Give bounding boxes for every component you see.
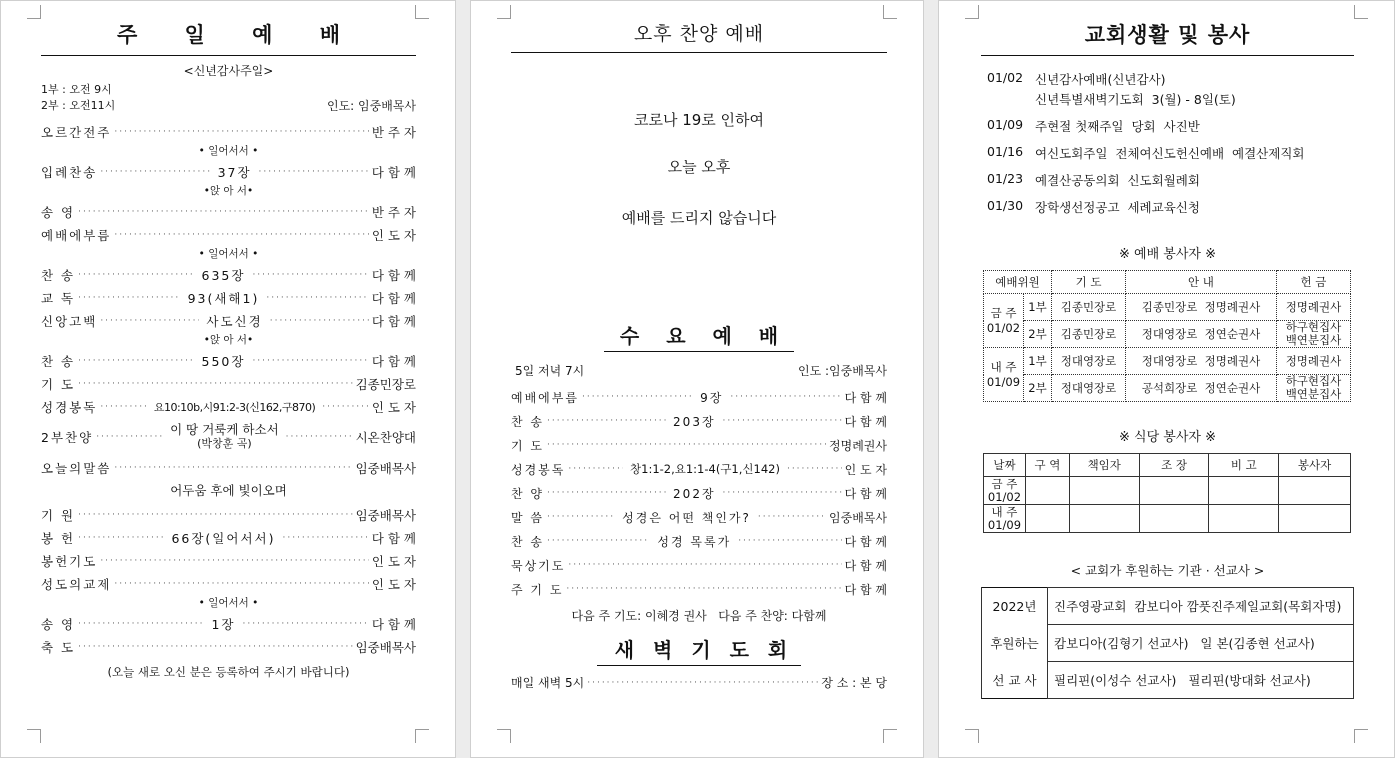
order-label: 송 영 xyxy=(41,204,76,220)
guide-cell: 정대영장로 정연순권사 xyxy=(1126,321,1277,348)
week-date: 01/02 xyxy=(986,320,1021,335)
order-person: 다 함 께 xyxy=(371,164,416,180)
order-person: 정명례권사 xyxy=(829,438,887,453)
order-label: 찬 송 xyxy=(41,353,76,369)
order-content-sub: (박창훈 곡) xyxy=(197,437,252,450)
order-content: 성경은 어떤 책인가? xyxy=(622,510,751,525)
order-person: 다 함 께 xyxy=(371,290,416,306)
schedule-date: 01/23 xyxy=(987,171,1024,186)
leader-dots xyxy=(738,536,841,546)
leader-dots xyxy=(582,392,693,402)
order-content: 성경 목록가 xyxy=(657,534,732,549)
order-row xyxy=(511,409,887,433)
leader-dots xyxy=(78,379,352,389)
part-cell: 2부 xyxy=(1024,375,1052,402)
order-label: 축 도 xyxy=(41,639,76,655)
table-header-cell: 비 고 xyxy=(1209,454,1279,477)
kitchen-volunteers-title: ※ 식당 봉사자 ※ xyxy=(1119,430,1216,445)
order-row xyxy=(511,481,887,505)
offering-cell xyxy=(1276,321,1350,348)
leader-dots xyxy=(78,619,204,629)
order-row xyxy=(41,349,416,372)
leader-dots xyxy=(78,533,164,543)
leader-dots xyxy=(286,432,353,442)
order-label: 성도의교제 xyxy=(41,576,112,592)
support-left-cell: 선 교 사 xyxy=(982,662,1048,699)
empty-cell xyxy=(1279,477,1351,505)
schedule-text: 주현절 첫째주일 당회 사진반 xyxy=(1035,119,1200,134)
order-content: 요10:10b,시91:2-3(신162,구870) xyxy=(153,400,316,414)
order-label: 송 영 xyxy=(41,616,76,632)
leader-dots xyxy=(547,536,650,546)
order-person: 다 함 께 xyxy=(844,582,887,597)
order-person: 다 함 께 xyxy=(844,390,887,405)
crop-mark xyxy=(497,729,511,743)
kitchen-volunteers-table xyxy=(983,453,1351,533)
order-row xyxy=(511,457,887,481)
order-person: 다 함 께 xyxy=(844,534,887,549)
order-label: 묵상기도 xyxy=(511,558,566,573)
leader-dots xyxy=(547,440,826,450)
table-header-cell: 기 도 xyxy=(1052,271,1126,294)
order-person: 임중배목사 xyxy=(355,507,416,523)
leader-dots xyxy=(114,230,368,240)
leader-dots xyxy=(282,533,368,543)
wednesday-order xyxy=(511,385,887,601)
order-person: 인 도 자 xyxy=(371,553,416,569)
leader-dots xyxy=(114,127,368,137)
crop-mark xyxy=(27,5,41,19)
order-label: 찬 양 xyxy=(511,486,544,501)
table-row xyxy=(984,375,1351,402)
order-label: 기 도 xyxy=(511,438,544,453)
leader-dots xyxy=(252,270,368,280)
order-content: 66장(일어서서) xyxy=(171,530,276,546)
table-header-cell: 날짜 xyxy=(984,454,1026,477)
table-row xyxy=(982,662,1354,699)
crop-mark xyxy=(1354,5,1368,19)
order-row xyxy=(41,309,416,332)
order-label: 오르간전주 xyxy=(41,124,112,140)
order-person: 김종민장로 xyxy=(355,376,416,392)
leader-dots xyxy=(787,464,842,474)
support-cell: 진주영광교회 캄보디아 깜풋진주제일교회(목회자명) xyxy=(1048,588,1354,625)
order-person: 시온찬양대 xyxy=(355,430,416,445)
offering-name: 정명례권사 xyxy=(1285,353,1342,368)
service-time-2: 2부 : 오전11시 xyxy=(41,99,116,112)
wednesday-heading: 수 요 예 배 xyxy=(511,320,887,352)
prayer-cell: 김종민장로 xyxy=(1052,294,1126,321)
order-row xyxy=(41,263,416,286)
order-label: 신앙고백 xyxy=(41,313,98,329)
order-row xyxy=(41,549,416,572)
table-header-cell: 헌 금 xyxy=(1276,271,1350,294)
order-row xyxy=(41,395,416,418)
week-date: 01/09 xyxy=(986,374,1021,389)
leader-dots xyxy=(78,207,369,217)
posture-note: •앉 아 서• xyxy=(203,185,254,197)
leader-dots xyxy=(78,293,180,303)
crop-mark xyxy=(965,5,979,19)
order-label: 찬 송 xyxy=(511,414,544,429)
order-label: 예배에부름 xyxy=(41,227,112,243)
table-header-cell: 조 장 xyxy=(1139,454,1209,477)
leader-dots xyxy=(114,463,352,473)
order-person: 다 함 께 xyxy=(844,486,887,501)
order-row xyxy=(41,456,416,479)
service-time-1: 1부 : 오전 9시 xyxy=(41,83,112,96)
page-title: 주 일 예 배 xyxy=(41,19,416,56)
crop-mark xyxy=(497,5,511,19)
table-row xyxy=(984,321,1351,348)
order-person: 인 도 자 xyxy=(844,462,887,477)
order-content: 1장 xyxy=(211,616,236,632)
leader-dots xyxy=(259,167,369,177)
order-label: 기 도 xyxy=(41,376,76,392)
leader-dots xyxy=(758,512,826,522)
empty-cell xyxy=(1279,505,1351,533)
leader-dots xyxy=(78,510,352,520)
next-week-note: 다음 주 기도: 이혜경 권사 다음 주 찬양: 다함께 xyxy=(571,609,827,623)
offering-name: 백연분집사 xyxy=(1285,333,1342,347)
offering-cell xyxy=(1276,348,1350,375)
page-church-life xyxy=(938,0,1395,758)
order-content: 창1:1-2,요1:1-4(구1,신142) xyxy=(630,462,780,476)
order-label: 교 독 xyxy=(41,290,76,306)
table-row xyxy=(984,505,1351,533)
order-person: 다 함 께 xyxy=(371,353,416,369)
crop-mark xyxy=(883,5,897,19)
order-row xyxy=(41,120,416,143)
order-row xyxy=(41,372,416,395)
crop-mark xyxy=(415,5,429,19)
notice-line-1: 코로나 19로 인하여 xyxy=(633,111,765,129)
leader-dots xyxy=(114,579,368,589)
wednesday-leader: 인도 :임중배목사 xyxy=(797,364,887,378)
schedule-item xyxy=(981,117,1354,144)
order-label: 예배에부름 xyxy=(511,390,579,405)
order-person: 반 주 자 xyxy=(371,204,416,220)
schedule-item xyxy=(981,144,1354,171)
leader-dots xyxy=(100,556,369,566)
order-label: 봉헌기도 xyxy=(41,553,98,569)
empty-cell xyxy=(1209,477,1279,505)
order-person: 다 함 께 xyxy=(371,530,416,546)
order-person: 임중배목사 xyxy=(355,460,416,476)
schedule-text: 신년감사예배(신년감사) xyxy=(1035,72,1166,87)
leader-dots xyxy=(547,416,666,426)
order-label: 입례찬송 xyxy=(41,164,98,180)
table-header-row xyxy=(984,454,1351,477)
leader-dots xyxy=(568,560,841,570)
order-row xyxy=(41,223,416,246)
table-header-cell: 책임자 xyxy=(1069,454,1139,477)
leader-dots xyxy=(723,488,842,498)
posture-note: • 일어서서 • xyxy=(198,248,259,260)
leader-dots xyxy=(252,356,368,366)
order-label: 2부찬양 xyxy=(41,430,94,445)
leader-dots xyxy=(100,167,210,177)
table-header-cell: 예배위원 xyxy=(984,271,1052,294)
leader-dots xyxy=(547,488,666,498)
page-afternoon-worship xyxy=(470,0,924,758)
crop-mark xyxy=(965,729,979,743)
table-row xyxy=(982,625,1354,662)
crop-mark xyxy=(883,729,897,743)
worship-volunteers-title: ※ 예배 봉사자 ※ xyxy=(1119,247,1216,262)
part-cell: 1부 xyxy=(1024,294,1052,321)
order-content xyxy=(166,423,283,451)
leader-dots xyxy=(100,316,199,326)
week-date: 01/02 xyxy=(987,489,1022,504)
order-person: 인 도 자 xyxy=(371,576,416,592)
offering-name: 백연분집사 xyxy=(1285,387,1342,401)
order-person: 임중배목사 xyxy=(829,510,887,525)
empty-cell xyxy=(1025,477,1069,505)
week-label: 금 주 xyxy=(991,476,1018,491)
support-table xyxy=(981,587,1354,699)
support-cell: 필리핀(이성수 선교사) 필리핀(방대화 선교사) xyxy=(1048,662,1354,699)
order-label: 주 기 도 xyxy=(511,582,564,597)
leader-dots xyxy=(78,642,352,652)
subtitle: <신년감사주일> xyxy=(183,64,274,78)
schedule-list xyxy=(981,70,1354,225)
order-row xyxy=(511,529,887,553)
leader-dots xyxy=(723,416,842,426)
order-content: 202장 xyxy=(673,486,716,501)
schedule-text: 예결산공동의회 신도회월례회 xyxy=(1035,173,1200,188)
leader-dots xyxy=(547,512,615,522)
empty-cell xyxy=(1139,477,1209,505)
offering-name: 정명례권사 xyxy=(1285,299,1342,314)
order-person: 인 도 자 xyxy=(371,227,416,243)
order-label: 찬 송 xyxy=(511,534,544,549)
leader-dots xyxy=(322,402,369,412)
order-label: 봉 헌 xyxy=(41,530,76,546)
worship-volunteers-table xyxy=(983,270,1351,402)
crop-mark xyxy=(27,729,41,743)
schedule-text: 여신도회주일 전체여신도헌신예배 예결산제직회 xyxy=(1035,146,1305,161)
wednesday-time: 5일 저녁 7시 xyxy=(515,364,585,378)
support-left-cell: 후원하는 xyxy=(982,625,1048,662)
schedule-item xyxy=(981,70,1354,90)
offering-cell xyxy=(1276,375,1350,402)
order-content: 사도신경 xyxy=(206,313,263,329)
table-row xyxy=(984,477,1351,505)
crop-mark xyxy=(1354,729,1368,743)
support-cell: 캄보디아(김형기 선교사) 일 본(김종현 선교사) xyxy=(1048,625,1354,662)
order-row xyxy=(41,635,416,658)
order-person: 다 함 께 xyxy=(371,616,416,632)
crop-mark xyxy=(415,729,429,743)
posture-note: • 일어서서 • xyxy=(198,597,259,609)
order-row xyxy=(41,286,416,309)
week-cell xyxy=(984,348,1024,402)
schedule-date: 01/16 xyxy=(987,144,1024,159)
schedule-date: 01/30 xyxy=(987,198,1024,213)
footer-note: (오늘 새로 오신 분은 등록하여 주시기 바랍니다) xyxy=(107,665,350,679)
guide-cell: 김종민장로 정명례권사 xyxy=(1126,294,1277,321)
empty-cell xyxy=(1069,505,1139,533)
page-title: 교회생활 및 봉사 xyxy=(981,19,1354,56)
table-header-cell: 구 역 xyxy=(1025,454,1069,477)
notice-line-2: 오늘 오후 xyxy=(667,158,731,176)
leader-dots xyxy=(730,392,841,402)
part-cell: 2부 xyxy=(1024,321,1052,348)
prayer-cell: 정대영장로 xyxy=(1052,348,1126,375)
order-person: 임중배목사 xyxy=(355,639,416,655)
leader-dots xyxy=(78,356,194,366)
order-of-worship xyxy=(41,120,416,658)
order-content: 203장 xyxy=(673,414,716,429)
notice-line-3: 예배를 드리지 않습니다 xyxy=(621,209,777,227)
empty-cell xyxy=(1069,477,1139,505)
week-label: 내 주 xyxy=(990,359,1017,374)
order-row xyxy=(41,503,416,526)
order-row xyxy=(41,526,416,549)
order-content: 635장 xyxy=(201,267,246,283)
order-person: 인 도 자 xyxy=(371,399,416,415)
prayer-cell: 정대영장로 xyxy=(1052,375,1126,402)
offering-name: 하구현집사 xyxy=(1285,320,1342,334)
order-person: 다 함 께 xyxy=(844,558,887,573)
table-row xyxy=(984,294,1351,321)
part-cell: 1부 xyxy=(1024,348,1052,375)
order-person: 다 함 께 xyxy=(844,414,887,429)
sermon-title: 어두움 후에 빛이오며 xyxy=(170,483,287,498)
order-label: 성경봉독 xyxy=(511,462,566,477)
leader-dots xyxy=(100,402,147,412)
week-cell xyxy=(984,294,1024,348)
leader-dots xyxy=(568,464,623,474)
table-row xyxy=(982,588,1354,625)
schedule-text: 장학생선정공고 세례교육신청 xyxy=(1035,200,1200,215)
order-label: 찬 송 xyxy=(41,267,76,283)
table-header-row xyxy=(984,271,1351,294)
offering-name: 하구현집사 xyxy=(1285,374,1342,388)
support-title: < 교회가 후원하는 기관 · 선교사 > xyxy=(1070,563,1265,578)
offering-cell xyxy=(1276,294,1350,321)
order-label: 오늘의말씀 xyxy=(41,460,112,476)
order-row xyxy=(511,433,887,457)
schedule-item xyxy=(981,198,1354,225)
schedule-date: 01/09 xyxy=(987,117,1024,132)
order-content: 550장 xyxy=(201,353,246,369)
schedule-date: 01/02 xyxy=(987,70,1024,85)
schedule-text: 신년특별새벽기도회 3(월) - 8일(토) xyxy=(1035,92,1236,107)
table-header-cell: 봉사자 xyxy=(1279,454,1351,477)
dawn-row: 매일 새벽 5시 ····· 장 소 : 본 당 xyxy=(511,674,887,691)
page-sunday-worship xyxy=(0,0,456,758)
week-cell xyxy=(984,477,1026,505)
week-label: 내 주 xyxy=(991,504,1018,519)
leader-dots xyxy=(270,316,369,326)
order-row xyxy=(511,505,887,529)
order-row xyxy=(41,418,416,456)
guide-cell: 공석희장로 정연순권사 xyxy=(1126,375,1277,402)
leader-dots xyxy=(566,584,841,594)
order-person: 다 함 께 xyxy=(371,267,416,283)
empty-cell xyxy=(1139,505,1209,533)
order-row xyxy=(41,612,416,635)
leader-dots xyxy=(266,293,368,303)
leader: 인도: 임중배목사 xyxy=(326,99,416,113)
schedule-date xyxy=(981,90,1029,117)
order-person: 반 주 자 xyxy=(371,124,416,140)
order-row xyxy=(511,553,887,577)
order-label: 기 원 xyxy=(41,507,76,523)
leader-dots xyxy=(78,270,194,280)
page-title: 오후 찬양 예배 xyxy=(511,19,887,53)
order-content: 93(새해1) xyxy=(187,290,260,306)
order-label: 말 씀 xyxy=(511,510,544,525)
empty-cell xyxy=(1025,505,1069,533)
table-header-cell: 안 내 xyxy=(1126,271,1277,294)
order-content: 37장 xyxy=(217,164,252,180)
empty-cell xyxy=(1209,505,1279,533)
order-row xyxy=(511,385,887,409)
order-content-line: 이 땅 거룩케 하소서 xyxy=(170,422,279,437)
posture-note: •앉 아 서• xyxy=(203,334,254,346)
table-row xyxy=(984,348,1351,375)
order-person: 다 함 께 xyxy=(371,313,416,329)
guide-cell: 정대영장로 정명례권사 xyxy=(1126,348,1277,375)
week-label: 금 주 xyxy=(990,305,1017,320)
leader-dots xyxy=(242,619,368,629)
dawn-heading: 새 벽 기 도 회 xyxy=(511,634,887,666)
support-left-cell: 2022년 xyxy=(982,588,1048,625)
posture-note: • 일어서서 • xyxy=(198,145,259,157)
prayer-cell: 김종민장로 xyxy=(1052,321,1126,348)
order-content: 9장 xyxy=(700,390,724,405)
order-row xyxy=(511,577,887,601)
week-date: 01/09 xyxy=(987,517,1022,532)
schedule-item xyxy=(981,171,1354,198)
order-row xyxy=(41,160,416,183)
schedule-item xyxy=(981,90,1354,117)
order-row xyxy=(41,572,416,595)
order-label: 성경봉독 xyxy=(41,399,98,415)
order-row xyxy=(41,200,416,223)
leader-dots xyxy=(96,432,163,442)
week-cell xyxy=(984,505,1026,533)
